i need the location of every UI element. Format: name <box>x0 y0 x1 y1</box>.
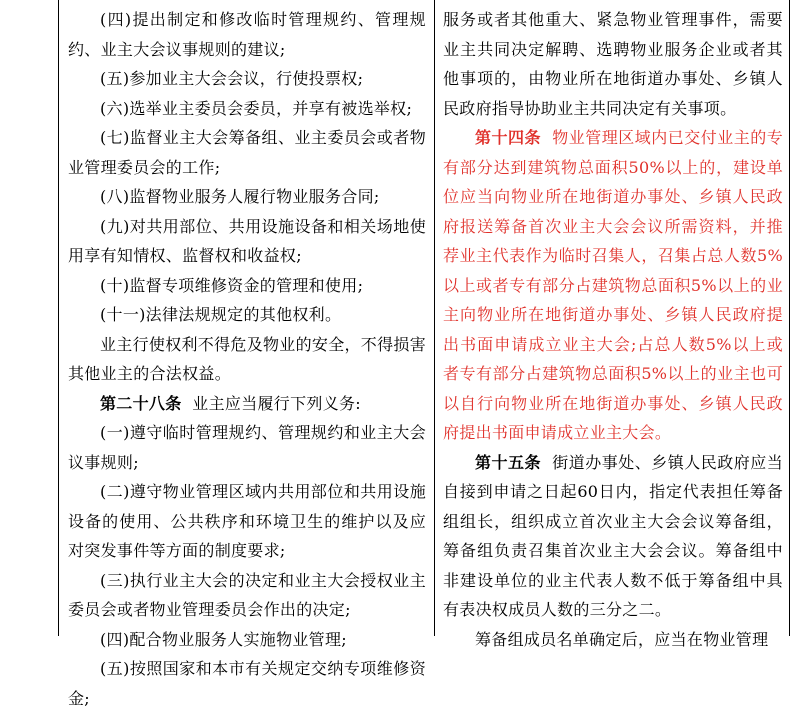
article-14-text: 物业管理区域内已交付业主的专有部分达到建筑物总面积50%以上的，建设单位应当向物业所在地街道办事处、乡镇人民政府报送筹备首次业主大会会议所需资料，并推荐业主代表作为临时召集人，召集占总人数5%以上或者专有部分占建筑物总面积5%以上的业主向物业所在地街道办事处、乡镇人民政府提出书面申请成立业主大会;占总人数5%以上或者专有部分占建筑物总面积5%以上的业主也可以自行向物业所在地街道办事处、乡镇人民政府提出书面申请成立业主大会。 <box>443 128 784 442</box>
duty-1: (一)遵守临时管理规约、管理规约和业主大会议事规则; <box>68 423 426 472</box>
column-divider-line <box>434 0 435 636</box>
clause-11: (十一)法律法规规定的其他权利。 <box>100 305 342 324</box>
article-28-text: 业主应当履行下列义务: <box>192 393 361 413</box>
clause-10: (十)监督专项维修资金的管理和使用; <box>100 275 364 295</box>
article-13-continuation: 服务或者其他重大、紧急物业管理事件，需要业主共同决定解聘、选聘物业服务企业或者其他事项的，由物业所在地街道办事处、乡镇人民政府指导协助业主共同决定有关事项。 <box>443 10 783 118</box>
right-column <box>443 5 783 654</box>
article-15-text: 街道办事处、乡镇人民政府应当自接到申请之日起60日内，指定代表担任筹备组组长，组织成立首次业主大会会议筹备组，筹备组负责召集首次业主大会会议。筹备组中非建设单位的业主代表人数不低于筹备组中具有表决权成员人数的三分之二。 <box>443 452 784 619</box>
clause-7: (七)监督业主大会筹备组、业主委员会或者物业管理委员会的工作; <box>68 128 426 177</box>
clause-4: (四)提出制定和修改临时管理规约、管理规约、业主大会议事规则的建议; <box>68 10 426 59</box>
article-15-paragraph <box>443 448 783 625</box>
article-15-heading: 第十五条 <box>475 452 542 472</box>
left-column <box>68 5 426 713</box>
duty-3: (三)执行业主大会的决定和业主大会授权业主委员会或者物业管理委员会作出的决定; <box>68 570 426 619</box>
duty-2: (二)遵守物业管理区域内共用部位和共用设施设备的使用、公共秩序和环境卫生的维护以及应对突发事件等方面的制度要求; <box>68 482 426 560</box>
left-border-line <box>58 0 59 636</box>
rights-limit-paragraph: 业主行使权利不得危及物业的安全，不得损害其他业主的合法权益。 <box>68 334 427 383</box>
preparatory-group-paragraph: 筹备组成员名单确定后，应当在物业管理 <box>475 629 769 649</box>
right-border-line <box>789 0 790 636</box>
duty-4: (四)配合物业服务人实施物业管理; <box>100 629 347 649</box>
article-14-heading: 第十四条 <box>475 128 542 147</box>
article-28-heading: 第二十八条 <box>100 393 182 413</box>
clause-6: (六)选举业主委员会委员，并享有被选举权; <box>100 98 413 118</box>
clause-9: (九)对共用部位、共用设施设备和相关场地使用享有知情权、监督权和收益权; <box>68 216 426 265</box>
clause-8: (八)监督物业服务人履行物业服务合同; <box>100 187 380 206</box>
article-14-paragraph <box>443 123 783 448</box>
article-28-paragraph <box>68 389 426 419</box>
clause-5: (五)参加业主大会会议，行使投票权; <box>100 69 364 88</box>
duty-5: (五)按照国家和本市有关规定交纳专项维修资金; <box>68 659 426 708</box>
